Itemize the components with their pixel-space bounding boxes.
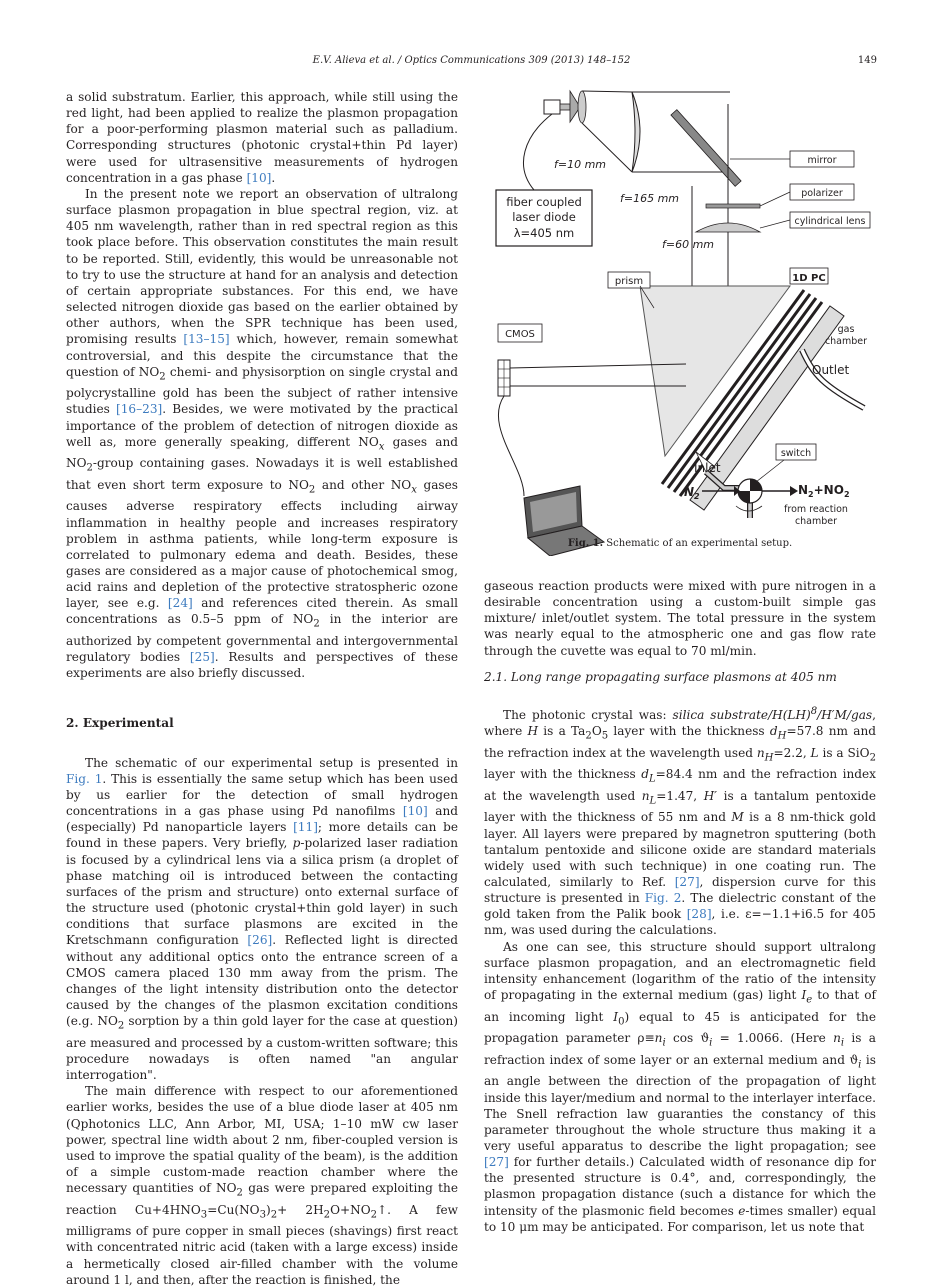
polarizer xyxy=(706,204,760,208)
ref-link[interactable]: [13–15] xyxy=(183,332,230,347)
ref-link[interactable]: [10] xyxy=(246,170,272,185)
ref-link[interactable]: [26] xyxy=(247,933,273,948)
laser-label-line2: laser diode xyxy=(512,210,576,224)
ref-link[interactable]: [27] xyxy=(674,875,700,889)
figure-link[interactable]: Fig. 1 xyxy=(66,771,103,786)
right-column: gaseous reaction products were mixed with pure nitrogen in a desirable concentration using a custom-built simple gas mixture/ inlet/outlet system. The total pressure in the system was nearly equal to the atmospheric one and gas flow rate through the cuvette was equal to 70 ml/min. 2.1. Long range propagating surface plasmons at 405 nm The photonic crystal was: silica substrate/H(LH)$^8$/H′M/gas, where H is a $Ta_2O_5$ layer with the thickness $d_H=57.8$ nm and the refraction index at the wavelength used $n_H=2.2$, L is a SiO$_2$ layer with the thickness $d_L=84.4$ nm and the refraction index at the wavelength used $n_L=1.47$, H′ is a tantalum pentoxide layer with the thickness of 55 nm and M is a 8 nm-thick gold layer. All layers were prepared by magnetron sputtering (both tantalum pentoxide and silicone oxide are standard materials widely used with such technique) in one coating run. The calculated, similarly to Ref. [27], dispersion curve for this structure is presented in Fig. 2. The dielectric constant of the gold taken from the Palik book [28], i.e. ε=−1.1+i6.5 for 405 nm, was used during the calculations. As one can see, this structure should support ultralong surface plasmon propagation, and an electromagnetic field intensity enhancement (logarithm of the ratio of the intensity of propagating in the external medium (gas) light $I_e$ to that of an incoming light $I_0$) equal to 45 is anticipated for the propagation parameter $\rho\equiv n_i$ $\cos ϑ_i = 1.0066$. (Here $n_i$ is a refraction index of some layer or an external medium and $ϑ_i$ is an angle between the direction of the propagation of light inside this layer/medium and normal to the interlayer interface. The Snell refraction law guaranties the constancy of this parameter throughout the whole structure thus making it a very useful apparatus to describe the light propagation; see [27] for further details.) Calculated width of resonance dip for the presented structure is 0.4°, and, correspondingly, the plasmon propagation distance (such a distance for which the intensity of the plasmonic field becomes e-times smaller) equal to 10 μm may be anticipated. For comparison, let us note that xyxy=(484,579,877,1234)
figure-caption xyxy=(484,538,876,549)
ref-link[interactable]: [24] xyxy=(167,596,193,611)
ref-link[interactable]: [10] xyxy=(402,804,428,819)
inlet-label: Inlet xyxy=(694,461,721,475)
figure-link[interactable]: Fig. 2 xyxy=(644,891,682,906)
cmos-label: CMOS xyxy=(505,329,535,340)
laser-connector-ferrule xyxy=(560,104,570,110)
subsection-heading: 2.1. Long range propagating surface plasmons at 405 nm xyxy=(484,669,837,684)
ref-link[interactable]: [25] xyxy=(189,650,215,665)
ref-link[interactable]: [16–23] xyxy=(116,402,163,417)
mixture-label: $N_2+NO_2$ xyxy=(798,483,850,499)
prism xyxy=(640,286,790,456)
n2-label: $N_2$ xyxy=(684,485,700,501)
figure-1 xyxy=(484,86,876,556)
laser-connector xyxy=(544,100,560,114)
gas-chamber-label-2: chamber xyxy=(824,336,868,347)
polarizer-label: polarizer xyxy=(801,188,843,199)
ref-link[interactable]: [11] xyxy=(293,820,318,835)
journal-citation: E.V. Alieva et al. / Optics Communications 309 (2013) 148–152 xyxy=(312,55,631,66)
ref-link[interactable]: [28] xyxy=(686,907,712,922)
section-heading: 2. Experimental xyxy=(66,715,174,730)
focal-label-f60: f=60 mm xyxy=(662,238,715,251)
from-chamber-label-2: chamber xyxy=(794,516,838,527)
switch-label: switch xyxy=(780,448,812,459)
cylindrical-lens-label: cylindrical lens xyxy=(794,216,866,227)
collimating-lens-f10 xyxy=(578,91,586,123)
gas-chamber-label-1: gas xyxy=(837,324,855,335)
from-chamber-label-1: from reaction xyxy=(784,504,848,515)
laser-label-line1: fiber coupled xyxy=(506,195,582,209)
running-header xyxy=(66,55,877,71)
left-column: a solid substratum. Earlier, this approach, while still using the red light, had been applied to realize the plasmon propagation for a poor-performing plasmon material such as palladium. Corresponding structures (photonic crystal+thin Pd layer) were used for ultrasensitive measurements of hydrogen concentration in a gas phase [10]. In the present note we report an observation of ultralong surface plasmon propagation in blue spectral region, viz. at 405 nm wavelength, rather than in red spectral region as this took place before. This observation constitutes the main result to be reported. Still, evidently, this would be unreasonable not to try to use the structure at hand for an analysis and detection of certain appropriate substances. For this end, we have selected nitrogen dioxide gas based on the earlier obtained by other authors, when the SPR technique has been used, promising results [13–15] which, however, remain somewhat controversial, and this despite the circumstance that the question of $NO_2$ chemi- and physisorption on single crystal and polycrystalline gold has been the subject of rather intensive studies [16–23]. Besides, we were motivated by the practical importance of the problem of detection of nitrogen dioxide as well as, more generally speaking, different $NO_x$ gases and $NO_2$-group containing gases. Nowadays it is well established that even short term exposure to $NO_2$ and other $NO_x$ gases causes adverse respiratory effects including airway inflammation in healthy people and increases respiratory problem in asthma patients, while long-term exposure is correlated to pulmonary edema and death. Besides, these gases are considered as a major cause of photochemical smog, acid rains and depletion of the protective stratospheric ozone layer, see e.g. [24] and references cited therein. As small concentrations as 0.5–5 ppm of $NO_2$ in the interior are authorized by competent governmental and intergovernmental regulatory bodies [25]. Results and perspectives of these experiments are also briefly discussed. 2. Experimental The schematic of our experimental setup is presented in Fig. 1. This is essentially the same setup which has been used by us earlier for the detection of small hydrogen concentrations in a gas phase using Pd nanofilms [10] and (especially) Pd nanoparticle layers [11]; more details can be found in these papers. Very briefly, p-polarized laser radiation is focused by a cylindrical lens via a silica prism (a droplet of phase matching oil is introduced between the contacting surfaces of the prism and structure) onto external surface of the structure used (photonic crystal+thin gold layer) in such conditions that surface plasmons are excited in the Kretschmann configuration [26]. Reflected light is directed without any additional optics onto the entrance screen of a CMOS camera placed 130 mm away from the prism. The changes of the light intensity distribution onto the detector caused by the changes of the plasmon excitation conditions (e.g. $NO_2$ sorption by a thin gold layer for the case at question) are measured and processed by a custom-written software; this procedure nowadays is often named "an angular interrogation". The main difference with respect to our aforementioned earlier works, besides the use of a blue diode laser at 405 nm (Qphotonics LLC, Ann Arbor, MI, USA; 1–10 mW cw laser power, spectral line width about 2 nm, fiber-coupled version is used to improve the spatial quality of the beam), is the addition of a simple custom-made reaction chamber where the necessary quantities of $NO_2$ gas were prepared exploiting the reaction $Cu+4HNO_3=Cu(NO_3)_2+$ $2H_2O+NO_2↑$. A few milligrams of pure copper in small pieces (shavings) first react with concentrated nitric acid (taken with a large excess) inside a hermetically closed air-filled chamber with the volume around 1 l, and then, after the reaction is finished, the xyxy=(66,90,459,1287)
pc-label: 1D PC xyxy=(792,273,826,284)
cylindrical-lens xyxy=(696,223,760,232)
focal-label-f10: f=10 mm xyxy=(554,158,607,171)
outlet-label: Outlet xyxy=(812,363,850,377)
caption-label: Fig. 1. xyxy=(567,538,604,549)
page-number: 149 xyxy=(857,55,877,66)
fiber xyxy=(524,114,552,190)
mirror-label: mirror xyxy=(807,155,837,166)
lens-f165 xyxy=(632,92,640,172)
prism-label: prism xyxy=(614,276,644,287)
focal-label-f165: f=165 mm xyxy=(620,192,680,205)
ref-link[interactable]: [27] xyxy=(484,1155,509,1170)
caption-text: Schematic of an experimental setup. xyxy=(606,538,793,549)
mirror xyxy=(671,110,741,187)
laser-label-line3: λ=405 nm xyxy=(513,226,575,240)
